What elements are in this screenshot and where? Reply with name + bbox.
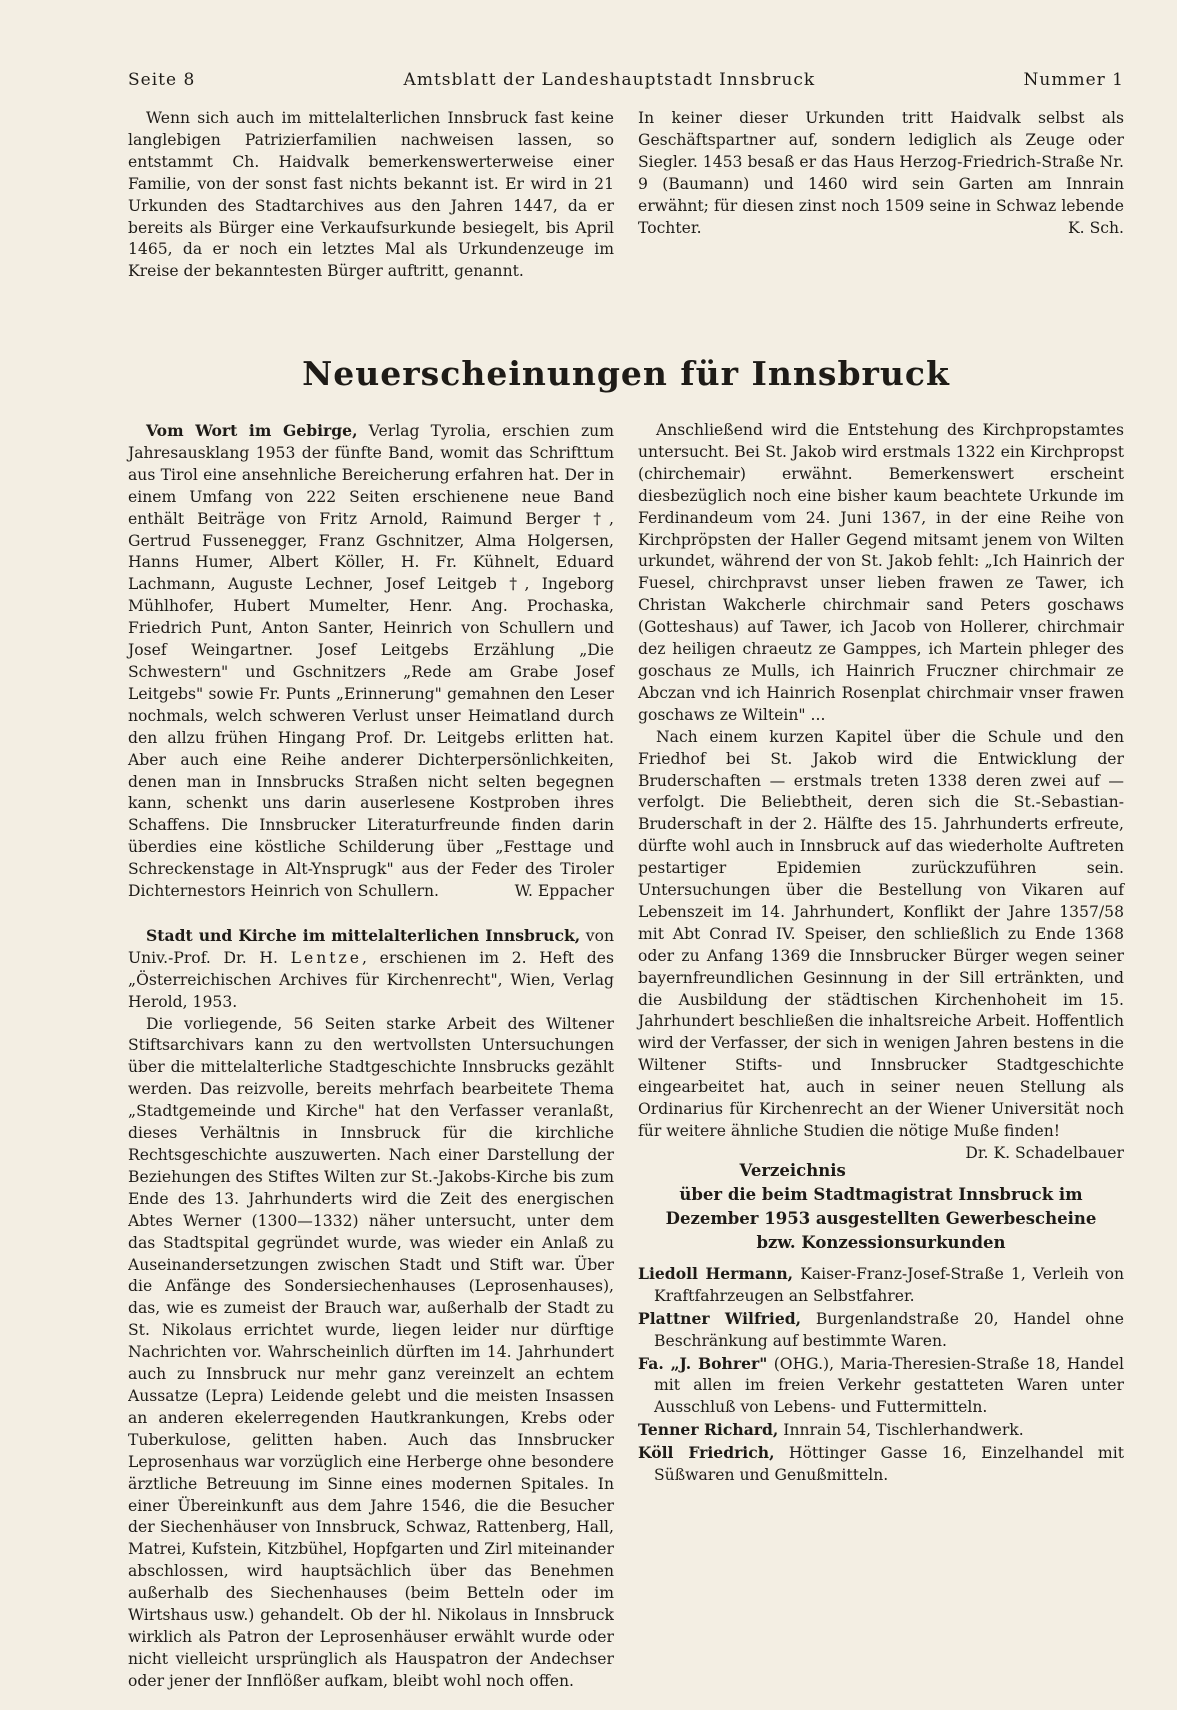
verzeichnis-entry: [638, 1442, 1124, 1487]
page-number: Seite 8: [128, 70, 196, 90]
verzeichnis-entry: [638, 1353, 1124, 1420]
reviews-left-column: [128, 420, 614, 1693]
review2-author-name: Lentze: [290, 948, 362, 967]
review1-title: Vom Wort im Gebirge,: [146, 421, 358, 440]
review2-intro: [128, 925, 614, 1014]
entry-name: Tenner Richard,: [638, 1420, 779, 1440]
verzeichnis-title-line-2: über die beim Stadtmagistrat Innsbruck im: [679, 1184, 1083, 1204]
verzeichnis-entry: [638, 1308, 1124, 1353]
issue-number: Nummer 1: [1023, 70, 1124, 90]
verzeichnis-title-line-3: Dezember 1953 ausgestellten Gewerbescheine: [665, 1208, 1097, 1228]
reviews-right-column: [638, 420, 1124, 1487]
top-article-signature: K. Sch.: [1068, 218, 1124, 237]
verzeichnis-title: [638, 1159, 1124, 1255]
top-article-left-column: [128, 108, 614, 283]
top-article-right-text: In keiner dieser Urkunden tritt Haidvalk selbst als Geschäftspartner auf, sondern lediglich als Zeuge oder Siegler. 1453 besaß er das Haus Herzog-Friedrich-Straße Nr. 9 (Baumann) und 1460 wird sein Garten am Innrain erwähnt; für diesen zinst noch 1509 seine in Schwaz lebende Tochter.: [638, 109, 1124, 237]
entry-name: Plattner Wilfried,: [638, 1308, 802, 1328]
entry-name: Köll Friedrich,: [638, 1443, 775, 1463]
review2-signature: Dr. K. Schadelbauer: [965, 1143, 1124, 1162]
review2-paragraph-3: [638, 727, 1124, 1162]
review1-signature: W. Eppacher: [514, 882, 614, 901]
review2-paragraph-2: Anschließend wird die Entstehung des Kirchpropstamtes untersucht. Bei St. Jakob wird erstmals 1322 ein Kirchpropst (chirchemair) erwähnt. Bemerkenswert erscheint diesbezüglich noch eine bisher kaum beachtete Urkunde im Ferdinandeum vom 24. Juni 1367, in der eine Reihe von Kirchpröpsten der Haller Gegend mitsamt jenem von Wilten urkundet, während der von St. Jakob fehlt: „Ich Hainrich der Fuesel, chirchpravst unser lieben frawen ze Tawer, ich Christan Wakcherle chirchmair sand Peters goschaws (Gotteshaus) auf Tawer, ich Jacob von Hollerer, chirchmair dez heiligen chraeutz ze Gamppes, ich Martein phleger des goschaus ze Mulls, ich Hainrich Fruczner chirchmair ze Abczan vnd ich Hainrich Rosenplat chirchmair vnser frawen goschaws ze Wiltein" ...: [638, 421, 1124, 724]
review2-title: Stadt und Kirche im mittelalterlichen Innsbruck,: [146, 925, 581, 945]
review2-paragraph-1: Die vorliegende, 56 Seiten starke Arbeit des Wiltener Stiftsarchivars kann zu den wertvollsten Untersuchungen über die mittelalterliche Stadtgeschichte Innsbrucks gezählt werden. Das reizvolle, bereits mehrfach bearbeitete Thema „Stadtgemeinde und Kirche" hat den Verfasser veranlaßt, dieses Verhältnis in Innsbruck für die kirchliche Rechtsgeschichte auszuwerten. Nach einer Darstellung der Beziehungen des Stiftes Wilten zur St.-Jakobs-Kirche bis zum Ende des 13. Jahrhunderts wird die Zeit des energischen Abtes Werner (1300—1332) näher untersucht, unter dem das Stadtspital gegründet wurde, was wieder ein Anlaß zu Auseinandersetzungen zwischen Stadt und Stift war. Über die Anfänge des Sondersiechenhauses (Leprosenhauses), das, wie es zumeist der Brauch war, außerhalb der Stadt zu St. Nikolaus errichtet wurde, liegen leider nur dürftige Nachrichten vor. Wahrscheinlich dürften im 14. Jahrhundert auch zu Innsbruck nur mehr ganz vereinzelt an echtem Aussatze (Lepra) Leidende gelebt und die meisten Insassen an anderen ekelerregenden Hautkrankungen, Krebs oder Tuberkulose, gelitten haben. Auch das Innsbrucker Leprosenhaus war vorzüglich eine Herberge ohne besondere ärztliche Betreuung im Sinne eines modernen Spitales. In einer Übereinkunft aus dem Jahre 1546, die die Besucher der Siechenhäuser von Innsbruck, Schwaz, Rattenberg, Hall, Matrei, Kufstein, Kitzbühel, Hopfgarten und Zirl miteinander abschlossen, wird hauptsächlich über das Benehmen außerhalb des Siechenhauses (beim Betteln oder im Wirtshaus usw.) gehandelt. Ob der hl. Nikolaus in Innsbruck wirklich als Patron der Leprosenhäuser erwählt wurde oder nicht vielleicht ursprünglich als Hauspatron der Andechser oder jener der Innflößer aufkam, bleibt wohl noch offen.: [128, 1014, 614, 1690]
review1-body: Verlag Tyrolia, erschien zum Jahresausklang 1953 der fünfte Band, womit das Schrifttum aus Tirol eine ansehnliche Bereicherung erfahren hat. Der in einem Umfang von 222 Seiten erschienene neue Band enthält Beiträge von Fritz Arnold, Raimund Berger †, Gertrud Fussenegger, Franz Gschnitzer, Alma Holgersen, Hanns Humer, Albert Köller, H. Fr. Kühnelt, Eduard Lachmann, Auguste Lechner, Josef Leitgeb †, Ingeborg Mühlhofer, Hubert Mumelter, Henr. Ang. Prochaska, Friedrich Punt, Anton Santer, Heinrich von Schullern und Josef Weingartner. Josef Leitgebs Erzählung „Die Schwestern" und Gschnitzers „Rede am Grabe Josef Leitgebs" sowie Fr. Punts „Erinnerung" gemahnen den Leser nochmals, welch schweren Verlust unser Heimatland durch den allzu frühen Hingang Prof. Dr. Leitgebs erlitten hat. Aber auch eine Reihe anderer Dichterpersönlichkeiten, denen man in Innsbrucks Straßen nicht selten begegnen kann, schenkt uns darin auserlesene Kostproben ihres Schaffens. Die Innsbrucker Literaturfreunde finden darin überdies eine köstliche Schilderung über „Festtage und Schreckenstage in Alt-Ynsprugk" aus der Feder des Tiroler Dichternestors Heinrich von Schullern.: [128, 422, 615, 901]
entry-text: (OHG.), Maria-Theresien-Straße 18, Handel mit allen im freien Verkehr gestatteten Waren unter Ausschluß von Lebens- und Futtermitteln.: [654, 1354, 1124, 1417]
verzeichnis-title-line-4: bzw. Konzessionsurkunden: [756, 1232, 1006, 1252]
verzeichnis-entry: [638, 1263, 1124, 1308]
entry-text: Kaiser-Franz-Josef-Straße 1, Verleih von Kraftfahrzeugen an Selbstfahrer.: [654, 1264, 1125, 1305]
entry-text: Höttinger Gasse 16, Einzelhandel mit Süßwaren und Genußmitteln.: [654, 1444, 1124, 1485]
top-article-left-text: Wenn sich auch im mittelalterlichen Innsbruck fast keine langlebigen Patrizierfamilien nachweisen lassen, so entstammt Ch. Haidvalk bemerkenswerterweise einer Familie, von der sonst fast nichts bekannt ist. Er wird in 21 Urkunden des Stadtarchives aus den Jahren 1447, da er bereits als Bürger eine Verkaufsurkunde besiegelt, bis April 1465, da er noch ein letztes Mal als Urkundenzeuge im Kreise der bekanntesten Bürger auftritt, genannt.: [128, 109, 614, 281]
review2-paragraph-3-text: Nach einem kurzen Kapitel über die Schule und den Friedhof bei St. Jakob wird die Entwicklung der Bruderschaften — erstmals treten 1338 deren zwei auf — verfolgt. Die Beliebtheit, deren sich die St.-Sebastian-Bruderschaft in der 2. Hälfte des 15. Jahrhunderts erfreute, dürfte wohl auch in Innsbruck auf das wiederholte Auftreten pestartiger Epidemien zurückzuführen sein. Untersuchungen über die Bestellung von Vikaren auf Lebenszeit im 14. Jahrhundert, Konflikt der Jahre 1357/58 mit Abt Conrad IV. Speiser, den schließlich zu Ende 1368 oder zu Anfang 1369 die Innsbrucker Bürger wegen seiner bayernfreundlichen Gesinnung in der Sill ertränkten, und die Ausbildung der städtischen Kirchenhoheit im 15. Jahrhundert beschließen die inhaltsreiche Arbeit. Hoffentlich wird der Verfasser, der sich in wenigen Jahren bestens in die Wiltener Stifts- und Innsbrucker Stadtgeschichte eingearbeitet hat, auch in seiner neuen Stellung als Ordinarius für Kirchenrecht an der Wiener Universität noch für weitere ähnliche Studien die nötige Muße finden!: [638, 727, 1124, 1140]
verzeichnis-entry: [638, 1419, 1124, 1442]
review2-author-pre: von Univ.-Prof. Dr. H.: [128, 926, 615, 967]
review1-paragraph: [128, 420, 614, 903]
entry-name: Liedoll Hermann,: [638, 1263, 794, 1283]
section-title: Neuerscheinungen für Innsbruck: [302, 354, 950, 393]
page-header: [128, 70, 1124, 90]
entry-text: Burgenlandstraße 20, Handel ohne Beschränkung auf bestimmte Waren.: [654, 1309, 1125, 1350]
top-article-right-column: [638, 108, 1124, 239]
entry-name: Fa. „J. Bohrer": [638, 1353, 768, 1373]
entry-text: Innrain 54, Tischlerhandwerk.: [778, 1421, 1024, 1440]
publication-title: Amtsblatt der Landeshauptstadt Innsbruck: [403, 70, 816, 90]
verzeichnis-title-line-1: Verzeichnis: [739, 1160, 846, 1180]
review2-intro-text: , erschienen im 2. Heft des „Österreichischen Archives für Kirchenrecht", Wien, Verlag Herold, 1953.: [128, 948, 614, 1011]
